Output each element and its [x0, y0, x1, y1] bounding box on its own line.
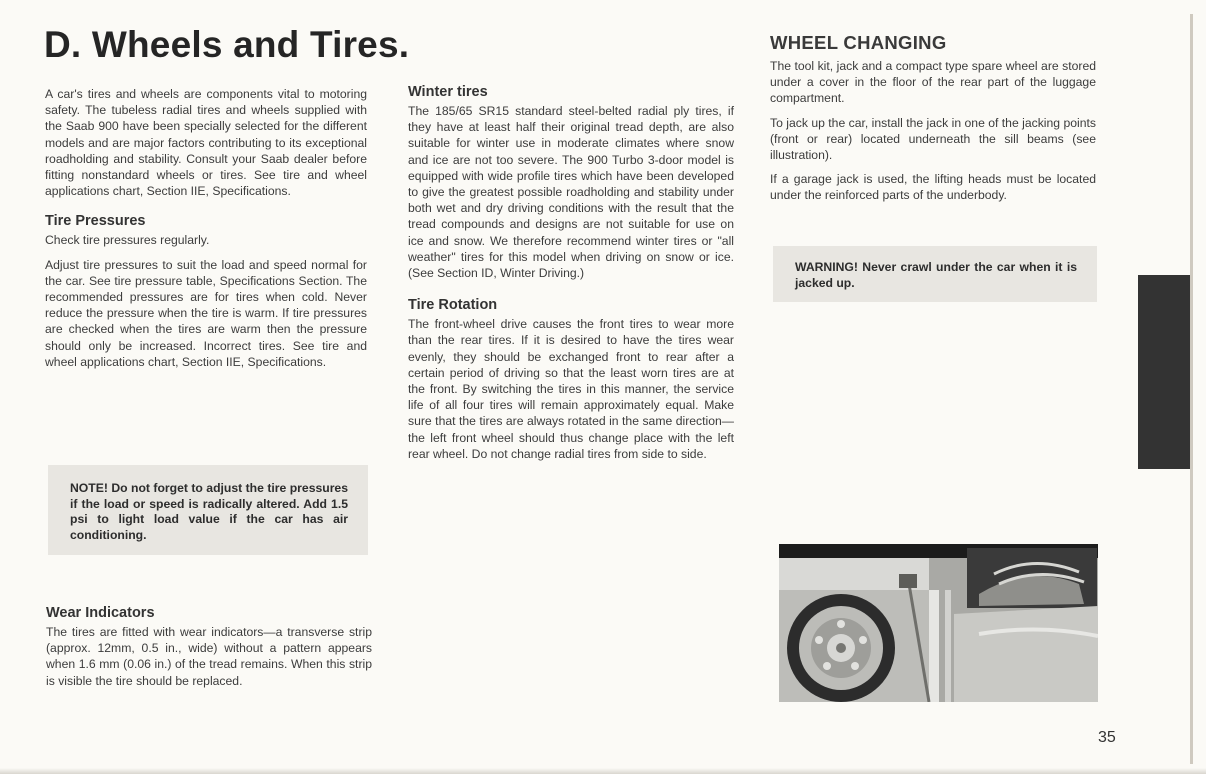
- tire-rotation-paragraph: The front-wheel drive causes the front tires to wear more than the rear tires. If it is desired to have the tires wear evenly, they should be exchanged front to rear after a certain period of driving so that the least worn tires are at the front. By switching the tires in this manner, the service life of all four tires will remain approximately equal. Make sure that the tires are always rotated in the same direction—the left front wheel should thus change place with the left rear wheel. Do not change radial tires from side to side.: [408, 317, 734, 461]
- tire-pressures-heading: Tire Pressures: [45, 213, 146, 230]
- warning-text: WARNING! Never crawl under the car when it is jacked up.: [795, 260, 1077, 290]
- intro-paragraph: A car's tires and wheels are components vital to motoring safety. The tubeless radial tires and wheels supplied with the Saab 900 have been specially selected for the different models and are major factors contributing to its exceptional roadholding and stability. Consult your Saab dealer before fitting nonstandard wheels or tires. See tire and wheel applications chart, Section IIE, Specifications.: [45, 87, 367, 199]
- winter-tires-heading: Winter tires: [408, 84, 488, 100]
- tire-pressures-paragraph-2: Adjust tire pressures to suit the load and speed normal for the car. See tire pressure table, Specifications Section. The recommended pressures are for tires when cold. Never reduce the pressure when the tire is warm. If tire pressures are checked when the tires are warm then the pressure should only be increased. Incorrect tires. See tire and wheel applications chart, Section IIE, Specifications.: [45, 257, 367, 369]
- warning-box: [773, 246, 1097, 302]
- wheel-changing-heading: WHEEL CHANGING: [770, 32, 947, 53]
- column-right: [770, 32, 1096, 212]
- wear-indicators-section: [46, 605, 372, 697]
- wheel-changing-paragraph-2: To jack up the car, install the jack in one of the jacking points (front or rear) located underneath the sill beams (see illustration).: [770, 115, 1096, 163]
- page-bottom-edge: [0, 768, 1206, 774]
- column-middle: [408, 84, 734, 470]
- column-left: [45, 86, 367, 378]
- tire-pressures-paragraph-1: Check tire pressures regularly.: [45, 233, 210, 248]
- spare-wheel-illustration: [779, 544, 1098, 702]
- section-tab-marker: [1138, 275, 1190, 469]
- spare-wheel-photo: [779, 544, 1098, 702]
- note-box: [48, 465, 368, 555]
- tire-rotation-heading: Tire Rotation: [408, 297, 498, 314]
- wheel-changing-paragraph-3: If a garage jack is used, the lifting heads must be located under the reinforced parts of the underbody.: [770, 172, 1096, 203]
- wear-indicators-paragraph: The tires are fitted with wear indicators—a transverse strip (approx. 12mm, 0.5 in., wide) without a pattern appears when 1.6 mm (0.06 in.) of the tread remains. When this strip is visible the tire should be replaced.: [46, 625, 372, 688]
- wheel-changing-paragraph-1: The tool kit, jack and a compact type spare wheel are stored under a cover in the floor of the rear part of the luggage compartment.: [770, 59, 1096, 106]
- winter-tires-paragraph: The 185/65 SR15 standard steel-belted radial ply tires, if they have at least half their original tread depth, are also suitable for winter use in moderate climates where snow and ice are not too severe. The 900 Turbo 3-door model is equipped with wide profile tires which have been developed to give the greatest possible roadholding and stability under both wet and dry driving conditions with the result that the tread compounds and designs are not suitable for use on ice and snow. We therefore recommend winter tires or "all weather" tires for this model when driving on snow or ice. (See Section ID, Winter Driving.): [408, 104, 734, 281]
- page-title: D. Wheels and Tires.: [44, 24, 410, 65]
- note-text: NOTE! Do not forget to adjust the tire pressures if the load or speed is radically altered. Add 1.5 psi to light load value if the car has air conditioning.: [70, 481, 348, 542]
- page-number: 35: [1098, 729, 1116, 746]
- wear-indicators-heading: Wear Indicators: [46, 605, 155, 621]
- page-edge: [1190, 14, 1193, 764]
